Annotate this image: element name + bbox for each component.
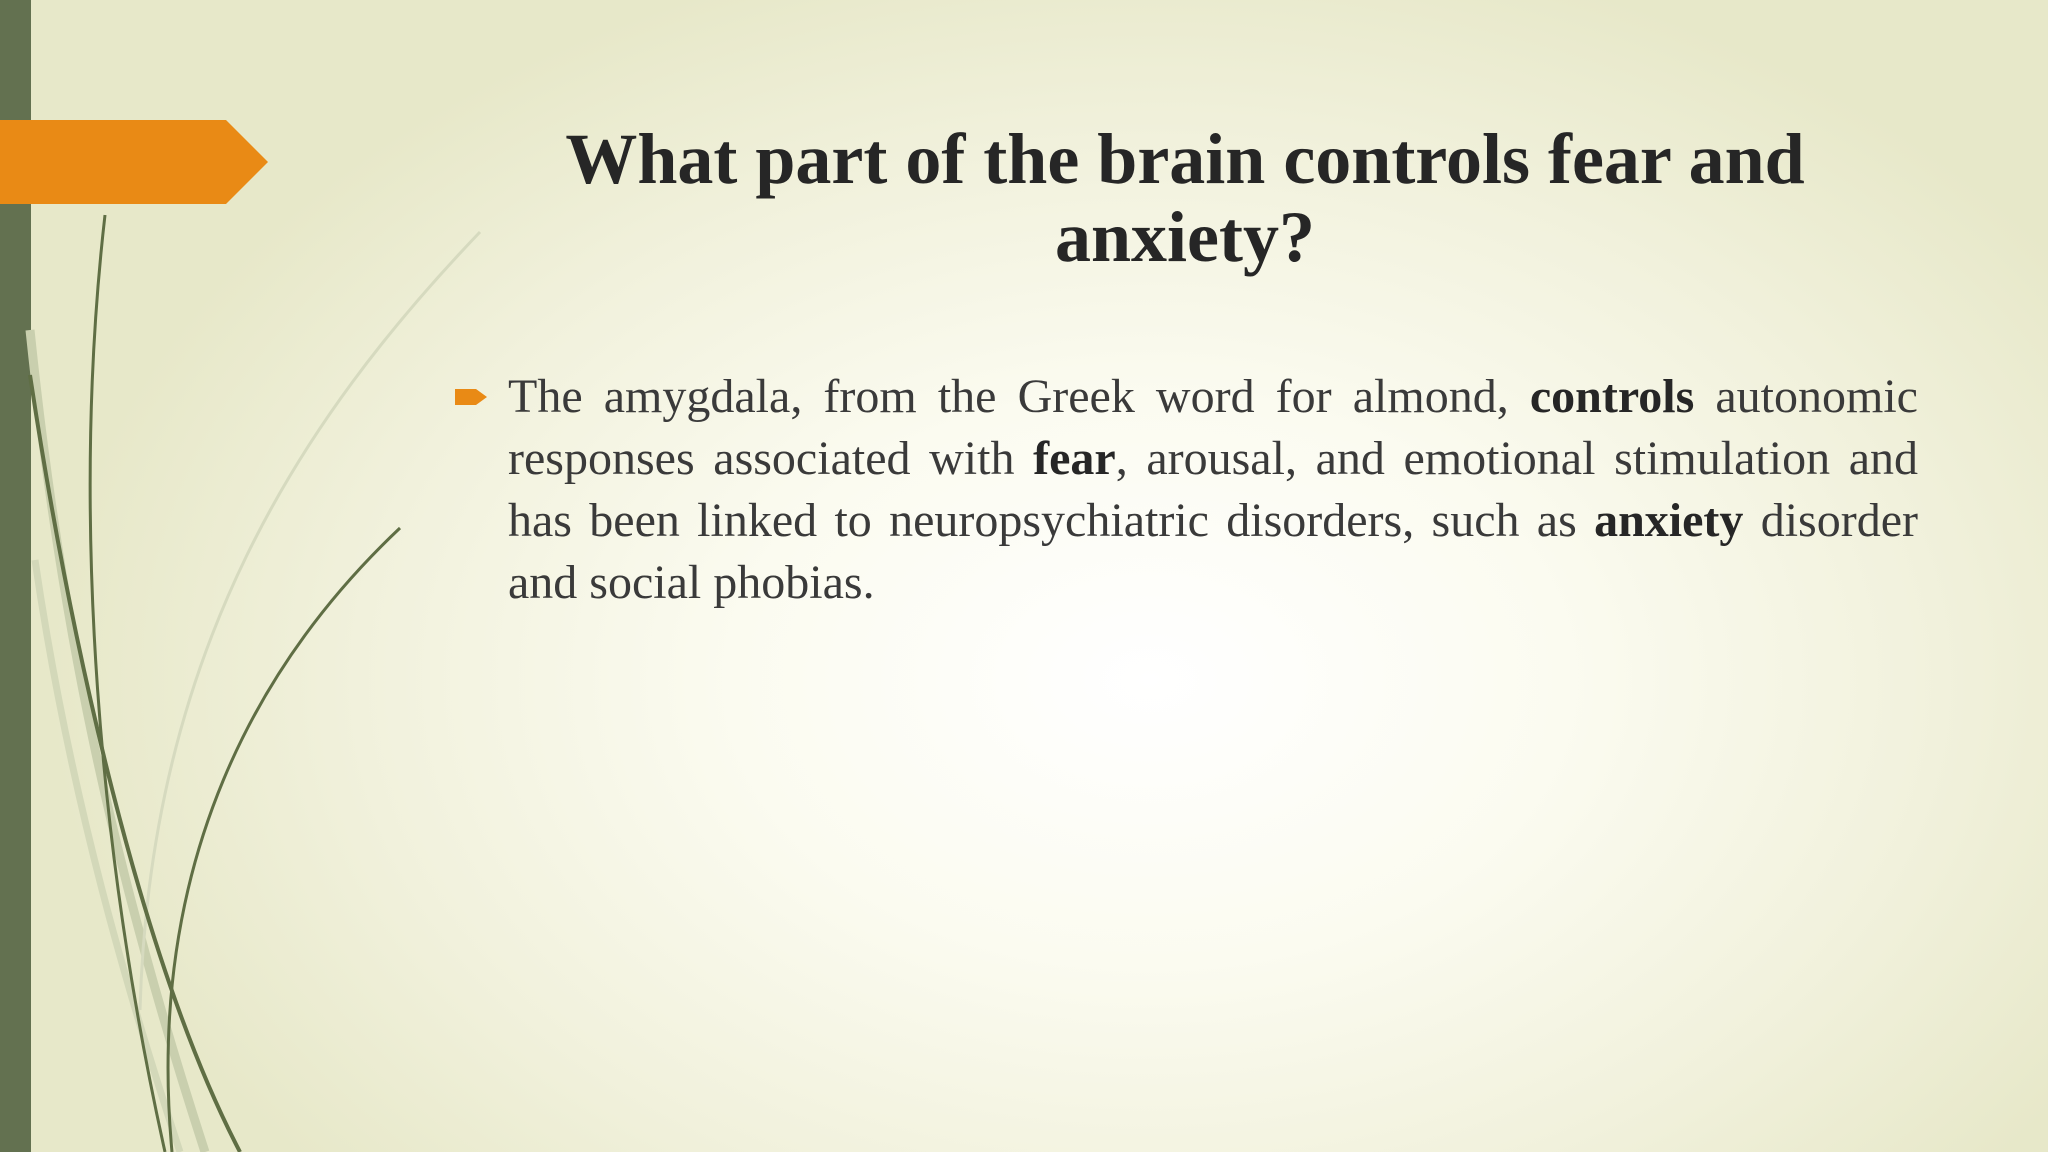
- text-run: The amygdala, from the Greek word for almond,: [508, 370, 1530, 423]
- slide-title: What part of the brain controls fear and anxiety?: [565, 119, 1805, 277]
- orange-accent-tab: [0, 120, 268, 204]
- text-run: disorder and social phobias.: [508, 494, 1919, 609]
- bold-run-anxiety: anxiety: [1594, 494, 1744, 547]
- bullet-list: [452, 366, 1918, 614]
- text-run: , arousal, and emotional stimulation and has been linked to neuropsychiatric disorders, such as: [508, 432, 1919, 547]
- bold-run-fear: fear: [1033, 432, 1116, 485]
- arrow-right-icon: [452, 384, 490, 410]
- bold-run-controls: controls: [1529, 370, 1695, 423]
- text-run: autonomic responses associated with: [508, 370, 1918, 485]
- bullet-text: [508, 366, 1918, 614]
